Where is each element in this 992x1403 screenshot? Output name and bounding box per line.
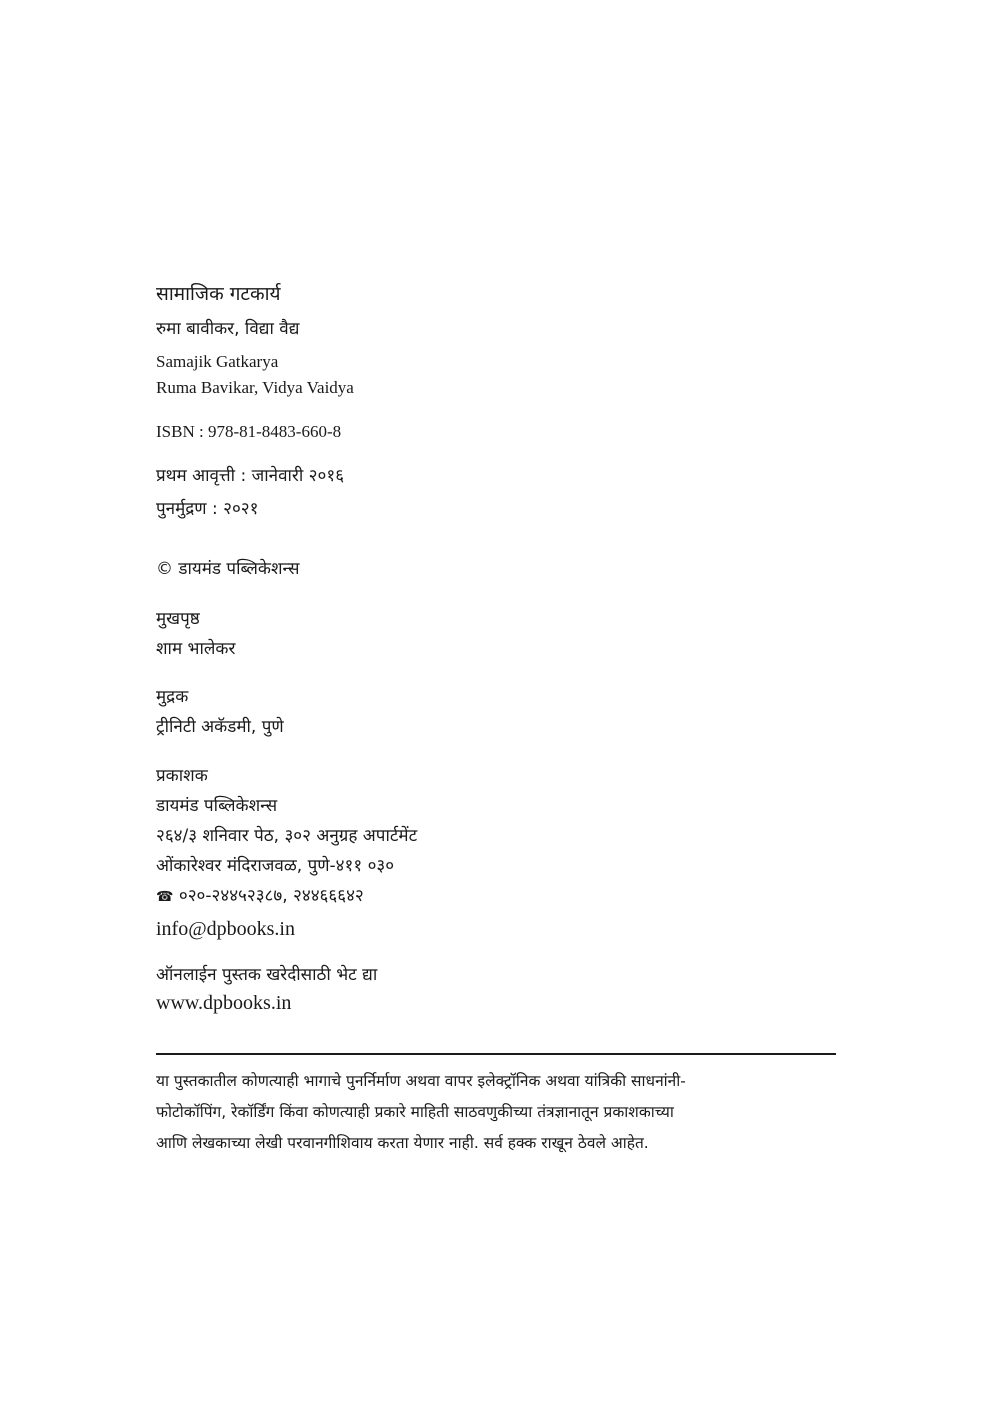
- phone-icon: ☎: [156, 889, 174, 905]
- publisher-address-line1: २६४/३ शनिवार पेठ, ३०२ अनुग्रह अपार्टमेंट: [156, 826, 418, 846]
- rights-notice: [156, 1066, 836, 1159]
- first-edition: प्रथम आवृत्ती : जानेवारी २०१६: [156, 466, 345, 486]
- cover-label: मुखपृष्ठ: [156, 609, 200, 629]
- publisher-name: डायमंड पब्लिकेशन्स: [156, 796, 278, 816]
- isbn: ISBN : 978-81-8483-660-8: [156, 422, 342, 441]
- reprint: पुनर्मुद्रण : २०२१: [156, 499, 259, 519]
- notice-line: फोटोकॉपिंग, रेकॉर्डिंग किंवा कोणत्याही प्रकारे माहिती साठवणुकीच्या तंत्रज्ञानातून प्रकाशकाच्या: [156, 1103, 674, 1121]
- publisher-email[interactable]: info@dpbooks.in: [156, 918, 295, 940]
- online-purchase-label: ऑनलाईन पुस्तक खरेदीसाठी भेट द्या: [156, 965, 378, 985]
- printer-name: ट्रीनिटी अकॅडमी, पुणे: [156, 717, 284, 737]
- copyright: © डायमंड पब्लिकेशन्स: [156, 559, 300, 579]
- phone-numbers: ०२०-२४४५२३८७, २४४६६६४२: [178, 886, 364, 906]
- authors-marathi: रुमा बावीकर, विद्या वैद्य: [156, 319, 300, 339]
- notice-line: आणि लेखकाच्या लेखी परवानगीशिवाय करता येणार नाही. सर्व हक्क राखून ठेवले आहेत.: [156, 1134, 649, 1152]
- divider: [156, 1053, 836, 1055]
- book-title-marathi: सामाजिक गटकार्य: [156, 283, 281, 305]
- printer-label: मुद्रक: [156, 687, 189, 707]
- book-title-english: Samajik Gatkarya: [156, 352, 279, 371]
- notice-line: या पुस्तकातील कोणत्याही भागाचे पुनर्निर्माण अथवा वापर इलेक्ट्रॉनिक अथवा यांत्रिकी साधनांनी-: [156, 1072, 686, 1090]
- publisher-address-line2: ओंकारेश्वर मंदिराजवळ, पुणे-४११ ०३०: [156, 856, 395, 876]
- publisher-label: प्रकाशक: [156, 766, 208, 786]
- cover-artist: शाम भालेकर: [156, 639, 236, 659]
- publisher-phone: [156, 883, 364, 906]
- authors-english: Ruma Bavikar, Vidya Vaidya: [156, 378, 354, 397]
- website-link[interactable]: www.dpbooks.in: [156, 992, 292, 1014]
